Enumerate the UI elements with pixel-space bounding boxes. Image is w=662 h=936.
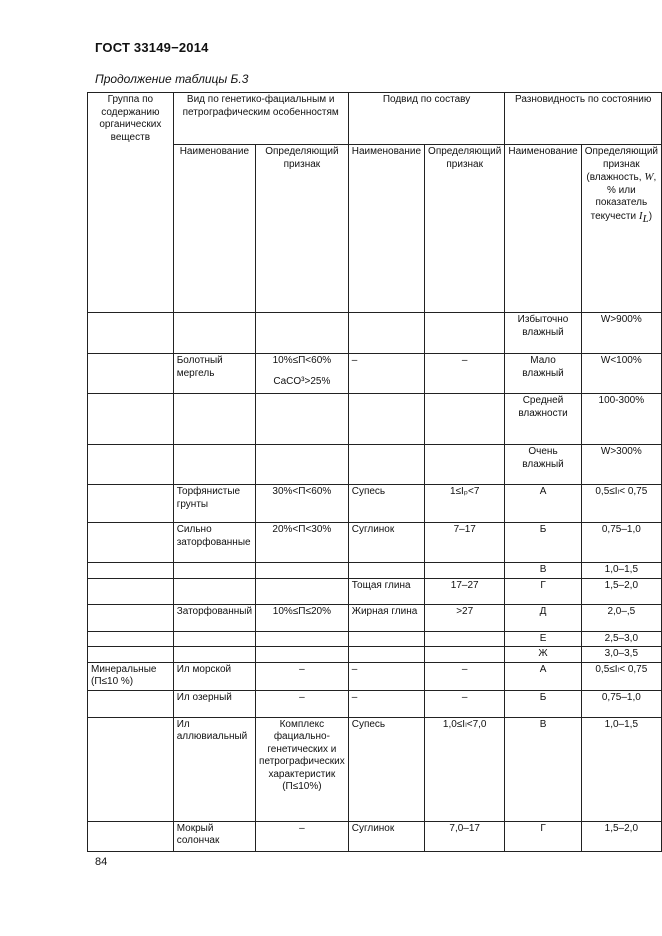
cell-text: Болотный мергель [176,355,223,379]
cell-state [505,445,581,485]
cell-group [88,717,174,821]
liquidity-symbol: I [638,209,643,222]
cell-comp [348,445,424,485]
head-state-feature-a: Определяющий признак (влажность, [584,146,658,183]
cell-text: – [461,663,468,675]
cell-text: 2,0–,5 [607,605,636,617]
cell-group [88,563,174,579]
head-composition: Подвид по составу [348,93,505,145]
cell-text: 0,5≤Iₗ< 0,75 [595,486,648,497]
cell-comp-feature [425,354,505,394]
cell-state [505,523,581,563]
cell-state-feature [581,354,661,394]
cell-text: 100-300% [598,395,645,406]
cell-text: Супесь [351,718,386,730]
cell-text: 10%≤П≤20% [272,605,331,617]
cell-comp [348,821,424,851]
soil-classification-table [87,92,662,852]
cell-state [505,313,581,354]
cell-text: 7,0–17 [449,822,480,834]
cell-state-feature [581,523,661,563]
cell-comp [348,717,424,821]
cell-text: Суглинок [351,524,395,535]
cell-name [173,647,255,663]
cell-text: W<100% [600,355,642,366]
cell-text: – [351,663,358,675]
cell-comp-feature [425,313,505,354]
cell-state-feature [581,485,661,523]
cell-text: – [299,691,305,703]
table-row [88,485,662,523]
cell-state-feature [581,578,661,604]
cell-text: 1,0≤Iₗ<7,0 [442,718,487,730]
cell-state [505,647,581,663]
cell-text: Заторфованный [176,605,253,617]
liquidity-subscript: L [642,212,649,225]
cell-group [88,578,174,604]
cell-name [173,523,255,563]
table-row [88,604,662,631]
head-genetic: Вид по генетико-фациальным и петрографическим особенностям [173,93,348,145]
cell-name [173,821,255,851]
cell-state-feature [581,631,661,647]
cell-comp [348,523,424,563]
cell-group [88,821,174,851]
cell-feature [256,313,349,354]
head-comp-name: Наименование [348,145,424,313]
cell-text: – [461,691,468,703]
head-name: Наименование [173,145,255,313]
cell-state [505,578,581,604]
cell-name [173,394,255,445]
cell-state-feature [581,821,661,851]
cell-text: 7–17 [453,524,476,535]
cell-state [505,690,581,717]
cell-text: 0,75–1,0 [601,524,641,535]
cell-feature [256,631,349,647]
cell-text: В [539,718,547,730]
cell-comp-feature [425,647,505,663]
cell-state [505,631,581,647]
cell-state-feature [581,717,661,821]
head-state-feature-c: ) [648,210,653,222]
cell-feature [256,354,349,394]
cell-text: W>300% [600,446,642,457]
cell-text: Ж [538,648,548,659]
cell-feature [256,647,349,663]
cell-state [505,604,581,631]
cell-group [88,631,174,647]
cell-state-feature [581,662,661,690]
cell-group [88,690,174,717]
cell-state-feature [581,690,661,717]
table-row [88,662,662,690]
cell-text: 3,0–3,5 [604,648,639,659]
table-row [88,354,662,394]
cell-text: W>900% [600,314,642,325]
cell-feature [256,821,349,851]
moisture-symbol: W [644,171,654,183]
cell-text-secondary: CaCO³>25% [273,375,331,387]
cell-text: – [299,822,305,834]
cell-feature [256,563,349,579]
cell-comp-feature [425,662,505,690]
cell-comp [348,394,424,445]
cell-group [88,523,174,563]
cell-text: 10%≤П<60% [272,355,332,366]
head-state-feature-b: , % или показатель текучести [590,172,657,222]
cell-comp-feature [425,717,505,821]
table-head-row-2 [88,145,662,313]
cell-text: Д [539,605,547,617]
cell-group [88,394,174,445]
cell-text: Ил аллювиальный [176,718,248,742]
cell-group [88,445,174,485]
cell-state [505,485,581,523]
cell-text: Очень влажный [522,446,564,470]
cell-name [173,313,255,354]
cell-text: А [539,486,547,497]
cell-state [505,821,581,851]
cell-text: Б [539,524,547,535]
cell-text: Комплекс фациально-генетических и петрографических характеристик (П≤10%) [259,718,345,792]
cell-text: 2,5–3,0 [604,632,639,644]
cell-state [505,563,581,579]
table-row [88,631,662,647]
cell-name [173,445,255,485]
cell-text: – [351,355,358,366]
cell-name [173,662,255,690]
cell-text: Торфянистые грунты [176,486,241,510]
table-body [88,313,662,852]
table-row [88,821,662,851]
cell-text: Ил озерный [176,691,232,703]
cell-text: Сильно заторфованные [176,524,251,548]
cell-text: 1,0–1,5 [604,564,639,575]
cell-feature [256,690,349,717]
cell-text: Тощая глина [351,579,411,591]
cell-text: А [539,663,547,675]
cell-text: 1≤Iₚ<7 [449,486,480,497]
cell-text: – [351,691,358,703]
cell-comp [348,485,424,523]
cell-text: Минеральные (П≤10 %) [91,663,157,687]
cell-group [88,662,174,690]
cell-text: Жирная глина [351,605,418,617]
standard-title: ГОСТ 33149−2014 [95,40,209,55]
cell-text: Мало влажный [522,355,564,379]
cell-text: – [461,355,468,366]
cell-comp [348,313,424,354]
cell-text: В [539,564,547,575]
cell-comp-feature [425,563,505,579]
table-row [88,394,662,445]
cell-feature [256,717,349,821]
cell-text: Мокрый солончак [176,822,220,846]
cell-state-feature [581,313,661,354]
table-row [88,523,662,563]
cell-name [173,578,255,604]
cell-name [173,690,255,717]
cell-name [173,631,255,647]
cell-group [88,604,174,631]
cell-text: 1,0–1,5 [604,718,639,730]
cell-text: 0,75–1,0 [601,691,641,703]
cell-text: 30%<П<60% [272,486,332,497]
cell-text: 20%<П<30% [272,524,332,535]
cell-comp [348,604,424,631]
head-state-feature [581,145,661,313]
cell-text: 1,5–2,0 [604,579,639,591]
cell-state [505,354,581,394]
cell-comp-feature [425,394,505,445]
cell-text: >27 [456,605,474,617]
head-state: Разновидность по состоянию [505,93,662,145]
cell-text: Е [539,632,547,644]
cell-text: Ил морской [176,663,232,675]
head-state-name: Наименование [505,145,581,313]
cell-comp-feature [425,523,505,563]
cell-feature [256,662,349,690]
cell-name [173,485,255,523]
cell-comp-feature [425,690,505,717]
cell-text: Суглинок [351,822,395,834]
cell-text: Б [539,691,547,703]
cell-comp-feature [425,445,505,485]
cell-group [88,313,174,354]
cell-text: Г [540,822,546,834]
table-row [88,578,662,604]
cell-comp-feature [425,631,505,647]
cell-state [505,717,581,821]
cell-name [173,563,255,579]
cell-comp [348,563,424,579]
cell-state-feature [581,604,661,631]
cell-text: 17–27 [450,579,479,591]
cell-text: Г [540,579,546,591]
cell-feature [256,578,349,604]
cell-group [88,485,174,523]
cell-text: – [299,663,305,675]
cell-text: Супесь [351,486,386,497]
cell-feature [256,445,349,485]
cell-comp [348,647,424,663]
table-row [88,445,662,485]
cell-state-feature [581,647,661,663]
table-row [88,717,662,821]
table-row [88,313,662,354]
cell-feature [256,604,349,631]
cell-name [173,717,255,821]
cell-comp-feature [425,604,505,631]
head-comp-feature: Определяющий признак [425,145,505,313]
head-feature: Определяющий признак [256,145,349,313]
cell-comp [348,578,424,604]
cell-name [173,604,255,631]
cell-feature [256,485,349,523]
cell-text: 0,5≤Iₗ< 0,75 [595,663,648,675]
cell-state-feature [581,394,661,445]
cell-comp [348,690,424,717]
cell-feature [256,394,349,445]
page-number: 84 [95,856,108,868]
cell-comp [348,631,424,647]
cell-text: Избыточно влажный [517,314,569,338]
table-row [88,690,662,717]
cell-comp-feature [425,578,505,604]
table-continuation-caption: Продолжение таблицы Б.3 [95,72,249,86]
table-row [88,647,662,663]
cell-comp [348,662,424,690]
cell-state-feature [581,563,661,579]
cell-comp-feature [425,821,505,851]
cell-feature [256,523,349,563]
cell-text: Средней влажности [518,395,568,419]
table-head-row-1 [88,93,662,145]
cell-state [505,394,581,445]
cell-name [173,354,255,394]
cell-group [88,647,174,663]
cell-state [505,662,581,690]
head-group: Группа по содержанию органических веществ [88,93,174,313]
cell-comp [348,354,424,394]
cell-text: 1,5–2,0 [604,822,639,834]
table-row [88,563,662,579]
cell-group [88,354,174,394]
cell-comp-feature [425,485,505,523]
cell-state-feature [581,445,661,485]
